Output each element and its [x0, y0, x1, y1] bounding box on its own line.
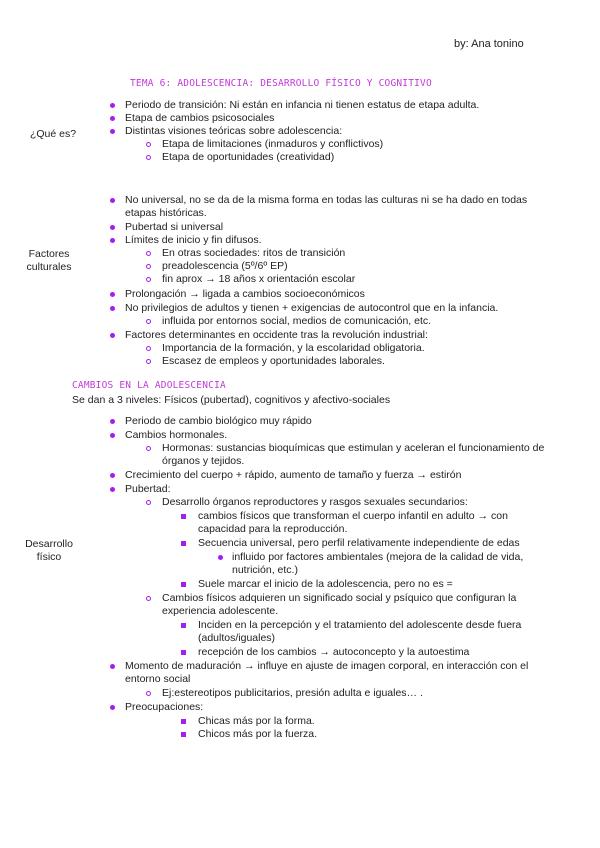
list-item: recepción de los cambios → autoconcepto y la autoestima [198, 646, 470, 658]
list-item: influida por entornos social, medios de comunicación, etc. [162, 315, 432, 327]
bullet-circle [146, 264, 151, 269]
list-item: Factores determinantes en occidente tras la revolución industrial: [125, 329, 428, 341]
list-item: Ej:estereotipos publicitarios, presión adulta e iguales… . [162, 687, 423, 699]
list-item: Chicos más por la fuerza. [198, 728, 318, 740]
list-item: Importancia de la formación, y la escolaridad obligatoria. [162, 342, 425, 354]
list-item: Límites de inicio y fin difusos. [125, 234, 262, 246]
list-item: Inciden en la percepción y el tratamiento del adolescente desde fuera [198, 619, 522, 631]
section-heading: CAMBIOS EN LA ADOLESCENCIA [72, 380, 226, 391]
list-item: Pubertad: [125, 483, 171, 495]
list-item: Secuencia universal, pero perfil relativamente independiente de edas [198, 537, 520, 549]
section-label-line: culturales [26, 261, 72, 273]
list-item: Distintas visiones teóricas sobre adolescencia: [125, 125, 343, 137]
list-item-continuation: etapas históricas. [125, 207, 207, 219]
bullet-square [181, 719, 186, 724]
bullet-dot [110, 198, 115, 203]
list-item: Pubertad si universal [125, 221, 224, 233]
bullet-square [181, 650, 186, 655]
list-item-continuation: entorno social [125, 673, 191, 685]
list-item: Cambios físicos adquieren un significado social y psíquico que configuran la [162, 592, 517, 604]
list-item-continuation: (adultos/iguales) [198, 632, 276, 644]
bullet-dot [110, 333, 115, 338]
list-item: Cambios hormonales. [125, 429, 228, 441]
bullet-circle [146, 691, 151, 696]
bullet-circle [146, 155, 151, 160]
list-item-continuation: capacidad para la reproducción. [198, 523, 348, 535]
bullet-dot [110, 225, 115, 230]
bullet-dot [110, 129, 115, 134]
bullet-circle [146, 319, 151, 324]
list-item: Etapa de cambios psicosociales [125, 112, 275, 124]
bullet-dot [110, 306, 115, 311]
list-item: influido por factores ambientales (mejora de la calidad de vida, [232, 551, 524, 563]
list-item: preadolescencia (5º/6º EP) [162, 260, 288, 272]
page-title: TEMA 6: ADOLESCENCIA: DESARROLLO FÍSICO Y COGNITIVO [130, 78, 432, 89]
section-intro: Se dan a 3 niveles: Físicos (pubertad), cognitivos y afectivo-sociales [72, 394, 391, 406]
bullet-square [181, 514, 186, 519]
list-item: Etapa de limitaciones (inmaduros y conflictivos) [162, 138, 384, 150]
bullet-dot [110, 705, 115, 710]
bullet-dot [110, 473, 115, 478]
author: by: Ana tonino [454, 38, 524, 50]
list-item: Periodo de transición: Ni están en infancia ni tienen estatus de etapa adulta. [125, 99, 480, 111]
bullet-dot [110, 116, 115, 121]
list-item: En otras sociedades: ritos de transición [162, 247, 346, 259]
section-label-factores [14, 248, 84, 274]
bullet-dot [110, 419, 115, 424]
list-item: Hormonas: sustancias bioquímicas que estimulan y aceleran el funcionamiento de [162, 442, 545, 454]
bullet-dot [110, 238, 115, 243]
bullet-square [181, 732, 186, 737]
list-item: Etapa de oportunidades (creatividad) [162, 151, 335, 163]
bullet-dot [110, 664, 115, 669]
list-item: No universal, no se da de la misma forma en todas las culturas ni se ha dado en todas [125, 194, 528, 206]
list-item: No privilegios de adultos y tienen + exigencias de autocontrol que en la infancia. [125, 302, 499, 314]
bullet-dot [110, 292, 115, 297]
bullet-square [181, 582, 186, 587]
bullet-circle [146, 346, 151, 351]
bullet-dot [218, 555, 223, 560]
list-item-continuation: órganos y tejidos. [162, 455, 245, 467]
bullet-dot [110, 433, 115, 438]
bullet-circle [146, 359, 151, 364]
list-item: Crecimiento del cuerpo + rápido, aumento de tamaño y fuerza → estirón [125, 469, 462, 481]
bullet-dot [110, 103, 115, 108]
bullet-square [181, 623, 186, 628]
section-label-que-es: ¿Qué es? [29, 128, 77, 140]
section-label-desarrollo [14, 538, 84, 564]
bullet-circle [146, 500, 151, 505]
list-item: Preocupaciones: [125, 701, 204, 713]
list-item: Suele marcar el inicio de la adolescencia, pero no es = [198, 578, 453, 590]
bullet-circle [146, 446, 151, 451]
list-item: fin aprox → 18 años x orientación escolar [162, 273, 356, 285]
list-item: Periodo de cambio biológico muy rápido [125, 415, 312, 427]
section-label-line: físico [36, 551, 62, 563]
bullet-circle [146, 596, 151, 601]
section-label-line: Factores [28, 248, 70, 260]
list-item: cambios físicos que transforman el cuerpo infantil en adulto → con [198, 510, 508, 522]
bullet-circle [146, 251, 151, 256]
list-item: Escasez de empleos y oportunidades laborales. [162, 355, 385, 367]
list-item: Momento de maduración → influye en ajuste de imagen corporal, en interacción con el [125, 660, 529, 672]
bullet-circle [146, 142, 151, 147]
section-label-line: Desarrollo [25, 538, 73, 550]
bullet-circle [146, 277, 151, 282]
bullet-dot [110, 487, 115, 492]
bullet-square [181, 541, 186, 546]
list-item: Prolongación → ligada a cambios socioeconómicos [125, 288, 365, 300]
list-item-continuation: experiencia adolescente. [162, 605, 279, 617]
list-item: Desarrollo órganos reproductores y rasgos sexuales secundarios: [162, 496, 468, 508]
list-item: Chicas más por la forma. [198, 715, 315, 727]
list-item-continuation: nutrición, etc.) [232, 564, 298, 576]
